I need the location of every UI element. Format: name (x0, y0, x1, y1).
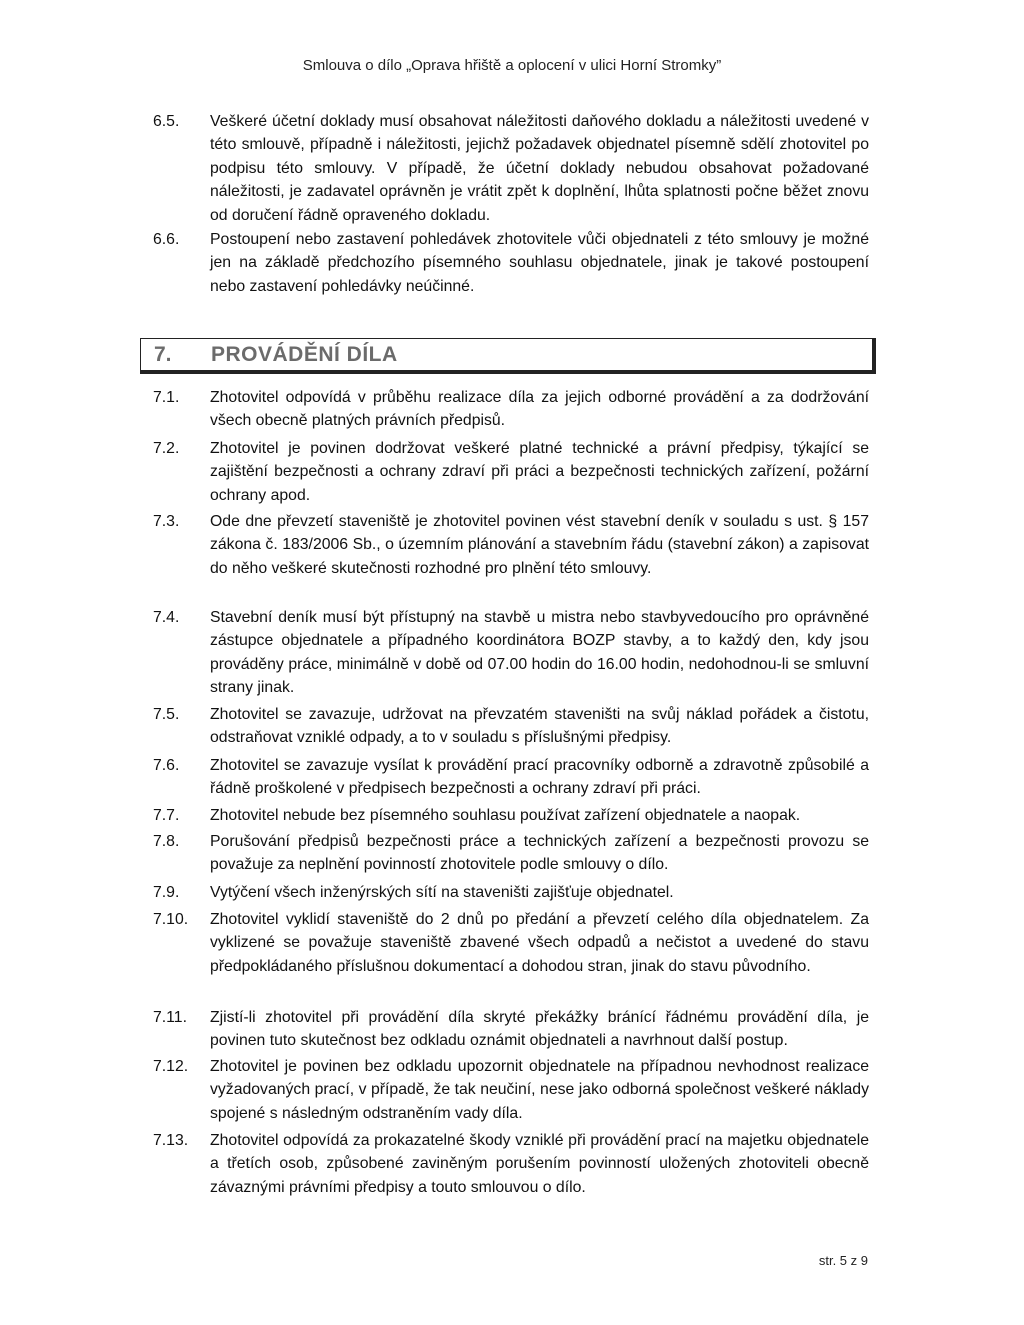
clause-number: 7.4. (153, 609, 180, 626)
clause-number: 7.3. (153, 513, 180, 530)
clause-number: 7.2. (153, 440, 180, 457)
clause-7-6 (153, 754, 869, 801)
clause-text: Porušování předpisů bezpečnosti práce a technických zařízení a bezpečnosti provozu se považuje za neplnění povinností zhotovitele podle smlouvy o dílo. (210, 833, 869, 874)
clause-text: Zhotovitel nebude bez písemného souhlasu používat zařízení objednatele a naopak. (210, 807, 801, 824)
clause-text: Zjistí-li zhotovitel při provádění díla skryté překážky bránící řádnému provádění díla, je povinen tuto skutečnost bez odkladu oznámit objednateli a navrhnout další postup. (210, 1009, 869, 1050)
clause-number: 7.7. (153, 807, 180, 824)
clause-7-5 (153, 703, 869, 750)
clause-number: 7.9. (153, 884, 180, 901)
clause-6-5 (153, 110, 869, 227)
clause-6-6 (153, 228, 869, 298)
clause-text: Zhotovitel odpovídá za prokazatelné škody vzniklé při provádění prací na majetku objednatele a třetích osob, způsobené zaviněným porušením povinností uložených zhotoviteli obecně závaznými právními předpisy a touto smlouvou o dílo. (210, 1132, 869, 1196)
section-title: PROVÁDĚNÍ DÍLA (211, 343, 398, 366)
clause-7-1 (153, 386, 869, 433)
clause-text: Stavební deník musí být přístupný na stavbě u mistra nebo stavbyvedoucího pro oprávněné zástupce objednatele a případného koordinátora BOZP stavby, a to každý den, kdy jsou prováděny práce, minimálně v době od 07.00 hodin do 16.00 hodin, nedohodnou-li se smluvní strany jinak. (210, 609, 869, 697)
clause-number: 7.5. (153, 706, 180, 723)
clause-7-11 (153, 1006, 869, 1053)
section-heading (140, 338, 876, 374)
clause-number: 7.10. (153, 911, 189, 928)
clause-7-13 (153, 1129, 869, 1199)
clause-7-3 (153, 510, 869, 580)
clause-text: Zhotovitel se zavazuje, udržovat na převzatém staveništi na svůj náklad pořádek a čistotu, odstraňovat vzniklé odpady, a to v souladu s příslušnými předpisy. (210, 706, 869, 747)
clause-7-2 (153, 437, 869, 507)
clause-7-8 (153, 830, 869, 877)
clause-7-4 (153, 606, 869, 700)
clause-7-10 (153, 908, 869, 978)
clause-number: 7.11. (153, 1009, 187, 1026)
clause-text: Zhotovitel je povinen bez odkladu upozornit objednatele na případnou nevhodnost realizace vyžadovaných prací, v případě, že tak neučiní, nese jako odborná společnost veškeré náklady spojené s následným odstraněním vady díla. (210, 1058, 869, 1122)
section-number: 7. (154, 343, 172, 366)
clause-text: Zhotovitel vyklidí staveniště do 2 dnů po předání a převzetí celého díla objednatelem. Za vyklizené se považuje staveniště zbavené všech odpadů a nečistot a uvedené do stavu předpokládaného příslušnou dokumentací a dohodou stran, jinak do stavu původního. (210, 911, 869, 975)
clause-number: 7.1. (153, 389, 180, 406)
clause-number: 7.8. (153, 833, 180, 850)
clause-text: Zhotovitel odpovídá v průběhu realizace díla za jejich odborné provádění a za dodržování všech obecně platných právních předpisů. (210, 389, 869, 430)
clause-number: 7.13. (153, 1132, 189, 1149)
clause-number: 6.6. (153, 231, 180, 248)
clause-number: 7.6. (153, 757, 180, 774)
page-number: str. 5 z 9 (818, 1253, 868, 1268)
clause-text: Zhotovitel je povinen dodržovat veškeré platné technické a právní předpisy, týkající se zajištění bezpečnosti a ochrany zdraví při práci a bezpečnosti technických zařízení, požární ochrany apod. (210, 440, 869, 504)
clause-text: Zhotovitel se zavazuje vysílat k provádění prací pracovníky odborně a zdravotně způsobilé a řádně proškolené v předpisech bezpečnosti a ochrany zdraví při práci. (210, 757, 869, 798)
clause-number: 7.12. (153, 1058, 189, 1075)
clause-text: Vytýčení všech inženýrských sítí na staveništi zajišťuje objednatel. (210, 884, 674, 901)
document-header-title: Smlouva o dílo „Oprava hřiště a oplocení v ulici Horní Stromky” (302, 57, 722, 74)
clause-text: Ode dne převzetí staveniště je zhotovitel povinen vést stavební deník v souladu s ust. § 157 zákona č. 183/2006 Sb., o územním plánování a stavebním řádu (stavební zákon) a zapisovat do něho veškeré skutečnosti rozhodné pro plnění této smlouvy. (210, 513, 869, 577)
clause-7-7 (153, 804, 869, 827)
clause-text: Veškeré účetní doklady musí obsahovat náležitosti daňového dokladu a náležitosti uvedené v této smlouvě, případně i náležitosti, jejichž požadavek objednatel písemně sdělí zhotovitel po podpisu této smlouvy. V případě, že účetní doklady nebudou obsahovat požadované náležitosti, je zadavatel oprávněn je vrátit zpět k doplnění, lhůta splatnosti počne běžet znovu od doručení řádně opraveného dokladu. (210, 113, 869, 224)
clause-number: 6.5. (153, 113, 180, 130)
clause-7-9 (153, 881, 869, 904)
clause-text: Postoupení nebo zastavení pohledávek zhotovitele vůči objednateli z této smlouvy je možné jen na základě předchozího písemného souhlasu objednatele, jinak je takové postoupení nebo zastavení pohledávky neúčinné. (210, 231, 869, 295)
clause-7-12 (153, 1055, 869, 1125)
